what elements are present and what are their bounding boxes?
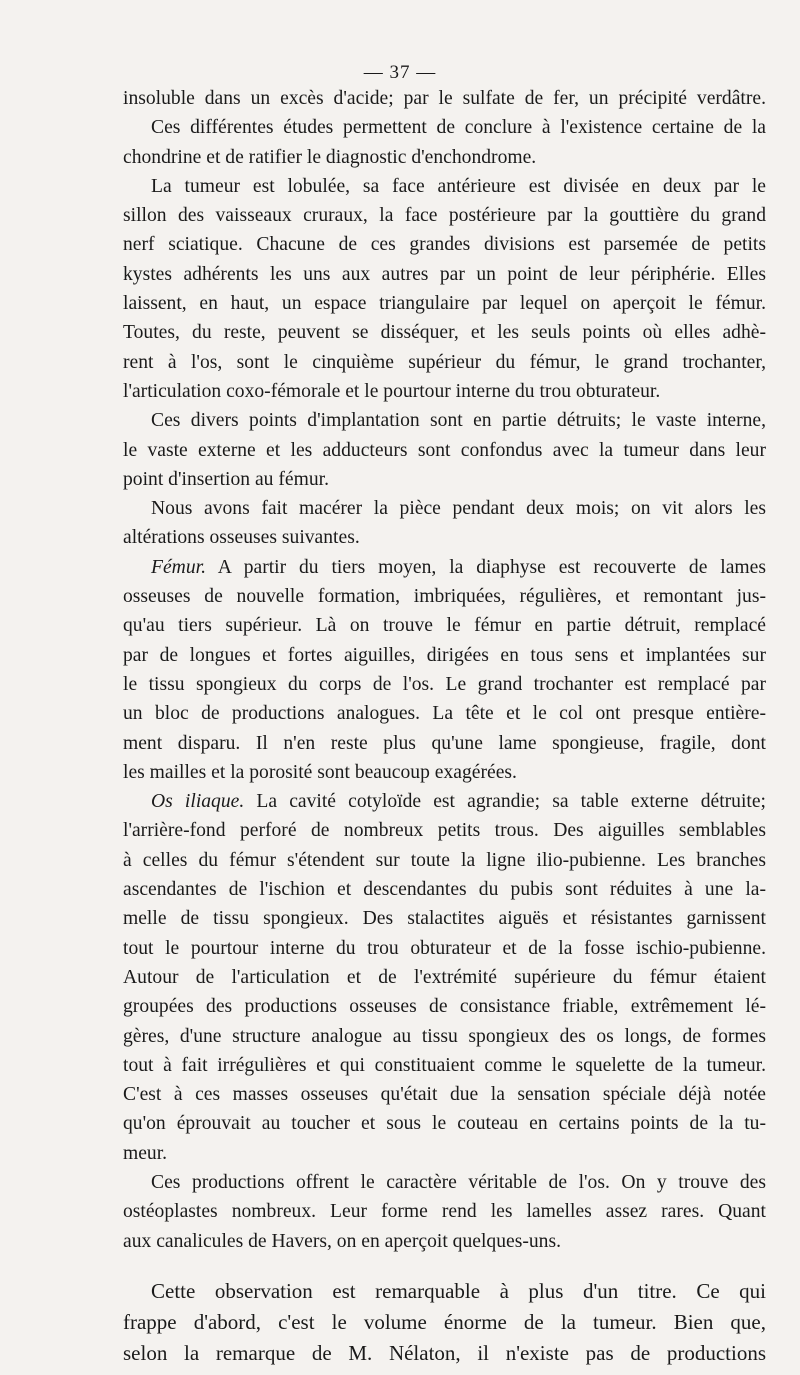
line-text: les mailles et la porosité sont beaucoup exagérées. bbox=[123, 761, 517, 783]
closing-paragraph bbox=[123, 1276, 766, 1369]
text-line bbox=[123, 1338, 766, 1369]
line-text: osseuses de nouvelle formation, imbriquées, régulières, et remontant jus- bbox=[123, 586, 766, 608]
text-line bbox=[123, 1080, 766, 1109]
line-text: La cavité cotyloïde est agrandie; sa table externe détruite; bbox=[244, 791, 766, 813]
body-text bbox=[123, 84, 766, 1369]
line-text: melle de tissu spongieux. Des stalactites aiguës et résistantes garnissent bbox=[123, 908, 766, 930]
line-text: rent à l'os, sont le cinquième supérieur du fémur, le grand trochanter, bbox=[123, 351, 766, 373]
line-text: gères, d'une structure analogue au tissu spongieux des os longs, de formes bbox=[123, 1025, 766, 1047]
text-line bbox=[123, 582, 766, 611]
text-line bbox=[123, 641, 766, 670]
line-text: insoluble dans un excès d'acide; par le sulfate de fer, un précipité verdâtre. bbox=[123, 88, 766, 109]
text-line bbox=[123, 201, 766, 230]
text-line bbox=[123, 436, 766, 465]
text-line bbox=[123, 84, 766, 113]
text-line bbox=[123, 230, 766, 259]
line-text: Ces divers points d'implantation sont en partie détruits; le vaste interne, bbox=[151, 410, 766, 432]
text-line bbox=[123, 465, 766, 494]
section-heading: Os iliaque. bbox=[151, 791, 245, 813]
text-line bbox=[123, 1197, 766, 1226]
line-text: par de longues et fortes aiguilles, dirigées en tous sens et implantées sur bbox=[123, 644, 766, 666]
line-text: selon la remarque de M. Nélaton, il n'existe pas de productions bbox=[123, 1340, 766, 1365]
line-text: ment disparu. Il n'en reste plus qu'une lame spongieuse, fragile, dont bbox=[123, 732, 766, 754]
text-line bbox=[123, 729, 766, 758]
line-text: qu'au tiers supérieur. Là on trouve le fémur en partie détruit, remplacé bbox=[123, 615, 766, 637]
text-line bbox=[123, 816, 766, 845]
main-paragraphs bbox=[123, 84, 766, 1256]
text-line bbox=[123, 172, 766, 201]
line-text: altérations osseuses suivantes. bbox=[123, 527, 360, 549]
text-line bbox=[123, 348, 766, 377]
line-text: un bloc de productions analogues. La tête et le col ont presque entière- bbox=[123, 703, 766, 725]
text-line bbox=[123, 758, 766, 787]
line-text: C'est à ces masses osseuses qu'était due la sensation spéciale déjà notée bbox=[123, 1084, 766, 1106]
text-line bbox=[123, 875, 766, 904]
line-text: laissent, en haut, un espace triangulaire par lequel on aperçoit le fémur. bbox=[123, 293, 766, 315]
text-line bbox=[123, 143, 766, 172]
text-line bbox=[123, 1307, 766, 1338]
text-line bbox=[123, 846, 766, 875]
line-text: sillon des vaisseaux cruraux, la face postérieure par la gouttière du grand bbox=[123, 205, 766, 227]
line-text: La tumeur est lobulée, sa face antérieure est divisée en deux par le bbox=[151, 175, 766, 197]
text-line bbox=[123, 992, 766, 1021]
text-line bbox=[123, 1168, 766, 1197]
line-text: le tissu spongieux du corps de l'os. Le grand trochanter est remplacé par bbox=[123, 673, 766, 695]
line-text: point d'insertion au fémur. bbox=[123, 468, 329, 490]
text-line bbox=[123, 963, 766, 992]
text-line bbox=[123, 1109, 766, 1138]
text-line bbox=[123, 318, 766, 347]
line-text: Cette observation est remarquable à plus d'un titre. Ce qui bbox=[151, 1278, 766, 1303]
line-text: tout le pourtour interne du trou obturateur et de la fosse ischio-pubienne. bbox=[123, 937, 766, 959]
line-text: nerf sciatique. Chacune de ces grandes divisions est parsemée de petits bbox=[123, 234, 766, 256]
text-line bbox=[123, 1051, 766, 1080]
line-text: Ces différentes études permettent de conclure à l'existence certaine de la bbox=[151, 117, 766, 139]
line-text: A partir du tiers moyen, la diaphyse est recouverte de lames bbox=[205, 556, 766, 578]
paragraph-gap bbox=[123, 1256, 766, 1276]
text-line bbox=[123, 523, 766, 552]
section-heading: Fémur. bbox=[151, 556, 206, 578]
line-text: à celles du fémur s'étendent sur toute la ligne ilio-pubienne. Les branches bbox=[123, 849, 766, 871]
text-line bbox=[123, 699, 766, 728]
line-text: tout à fait irrégulières et qui constituaient comme le squelette de la tumeur. bbox=[123, 1054, 766, 1076]
page-number: — 37 — bbox=[363, 62, 437, 83]
line-text: Toutes, du reste, peuvent se disséquer, et les seuls points où elles adhè- bbox=[123, 322, 766, 344]
line-text: aux canalicules de Havers, on en aperçoit quelques-uns. bbox=[123, 1230, 561, 1252]
line-text: qu'on éprouvait au toucher et sous le couteau en certains points de la tu- bbox=[123, 1113, 766, 1135]
line-text: kystes adhérents les uns aux autres par un point de leur périphérie. Elles bbox=[123, 263, 766, 285]
text-line bbox=[123, 670, 766, 699]
line-text: l'articulation coxo-fémorale et le pourtour interne du trou obturateur. bbox=[123, 380, 661, 402]
text-line bbox=[123, 406, 766, 435]
line-text: groupées des productions osseuses de consistance friable, extrêmement lé- bbox=[123, 996, 766, 1018]
text-line bbox=[123, 611, 766, 640]
line-text: meur. bbox=[123, 1142, 168, 1164]
text-line bbox=[123, 904, 766, 933]
text-line bbox=[123, 377, 766, 406]
line-text: le vaste externe et les adducteurs sont confondus avec la tumeur dans leur bbox=[123, 439, 766, 461]
line-text: ostéoplastes nombreux. Leur forme rend les lamelles assez rares. Quant bbox=[123, 1201, 766, 1223]
text-line bbox=[123, 553, 766, 582]
text-line bbox=[123, 113, 766, 142]
text-line bbox=[123, 1227, 766, 1256]
text-line bbox=[123, 934, 766, 963]
text-line bbox=[123, 1139, 766, 1168]
line-text: Nous avons fait macérer la pièce pendant deux mois; on vit alors les bbox=[151, 498, 766, 520]
line-text: Ces productions offrent le caractère véritable de l'os. On y trouve des bbox=[151, 1171, 766, 1193]
line-text: Autour de l'articulation et de l'extrémité supérieure du fémur étaient bbox=[123, 966, 766, 988]
line-text: frappe d'abord, c'est le volume énorme de la tumeur. Bien que, bbox=[123, 1309, 766, 1334]
text-line bbox=[123, 494, 766, 523]
text-line bbox=[123, 1022, 766, 1051]
line-text: l'arrière-fond perforé de nombreux petits trous. Des aiguilles semblables bbox=[123, 820, 766, 842]
text-line bbox=[123, 787, 766, 816]
text-line bbox=[123, 1276, 766, 1307]
text-line bbox=[123, 260, 766, 289]
text-line bbox=[123, 289, 766, 318]
line-text: ascendantes de l'ischion et descendantes du pubis sont réduites à une la- bbox=[123, 879, 766, 901]
line-text: chondrine et de ratifier le diagnostic d'enchondrome. bbox=[123, 146, 537, 168]
